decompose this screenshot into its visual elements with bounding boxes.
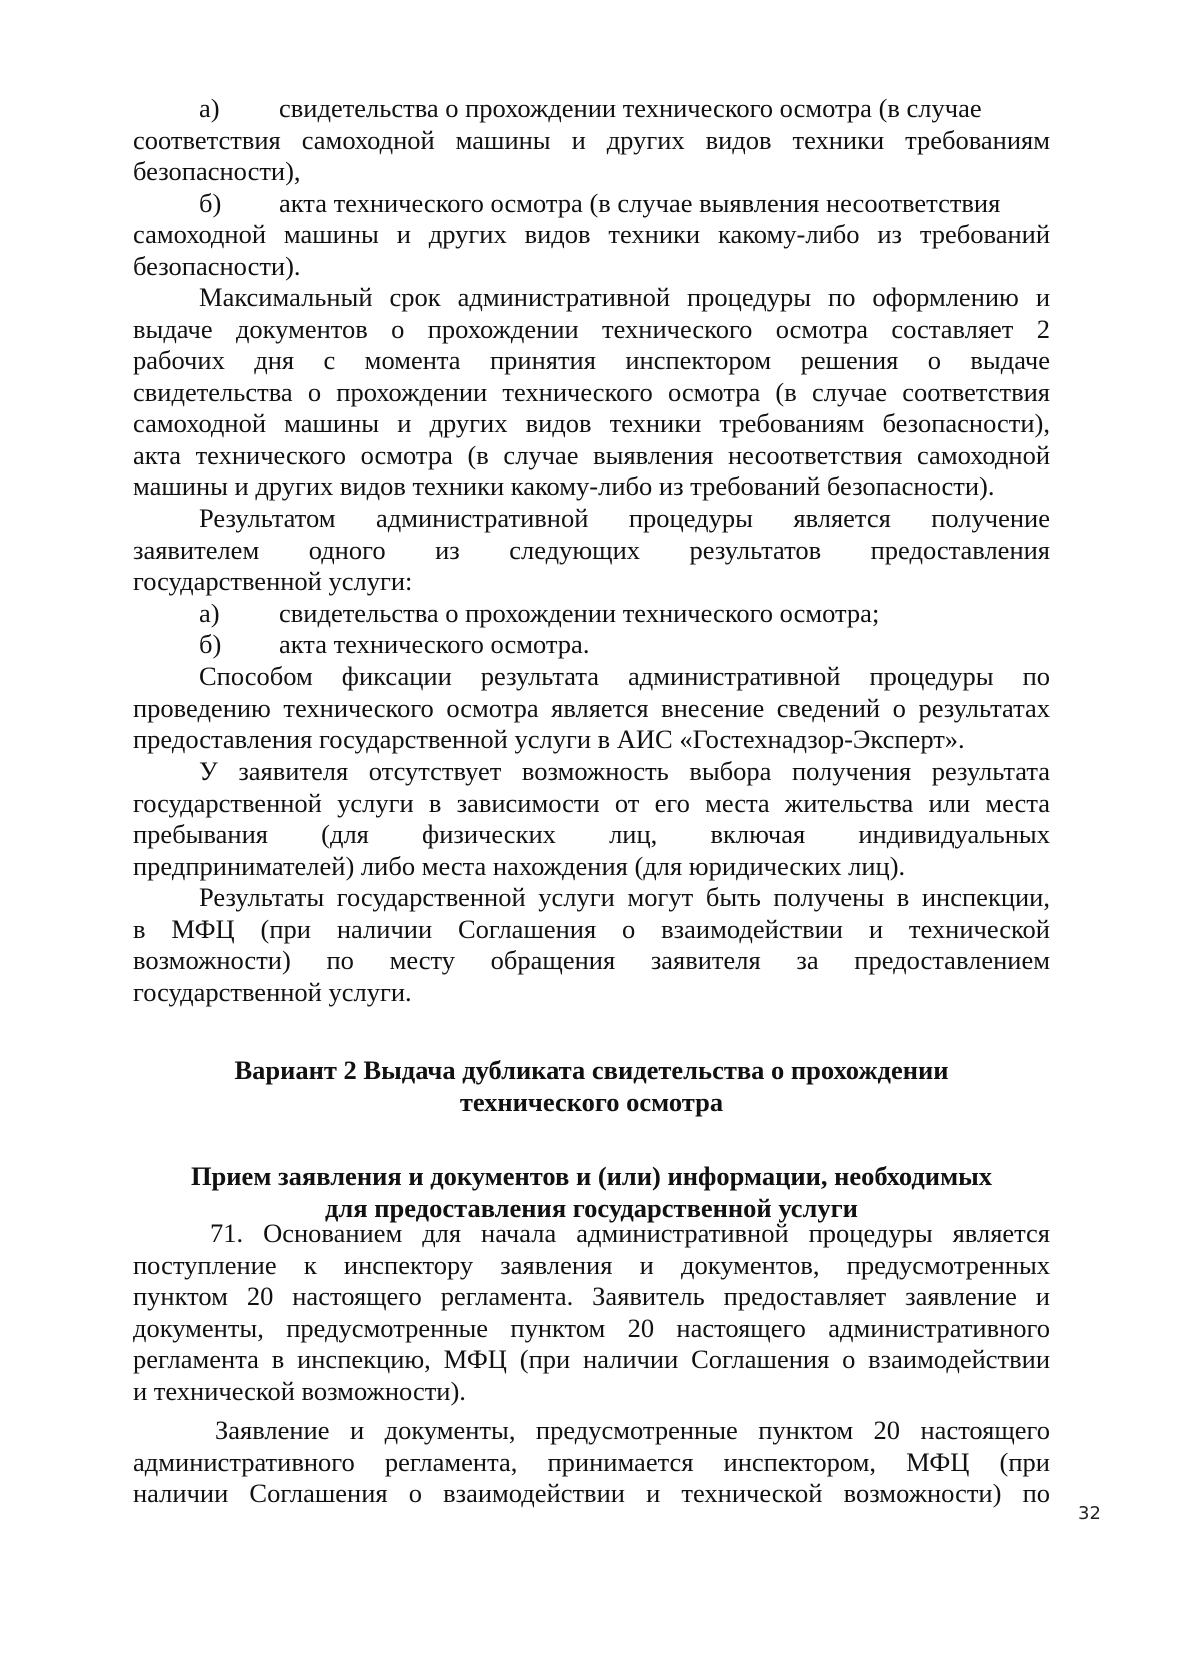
- text-line: рабочих дня с момента принятия инспектором решения о выдаче: [133, 345, 1050, 375]
- text-line: и технической возможности).: [133, 1375, 466, 1406]
- text-line: возможности) по месту обращения заявителя за предоставлением: [133, 945, 1050, 975]
- text-line: безопасности).: [133, 250, 301, 281]
- text-line: в МФЦ (при наличии Соглашения о взаимодействии и технической: [133, 913, 1050, 944]
- list-item-b: [133, 188, 1050, 220]
- list-text: акта технического осмотра (в случае выявления несоответствия: [279, 187, 1001, 218]
- text-line: машины и других видов техники какому-либо из требований безопасности).: [133, 471, 995, 501]
- section-heading-variant-2: [133, 1055, 1050, 1118]
- text-line: самоходной машины и других видов техники какому-либо из требований: [133, 219, 1050, 249]
- heading-line: технического осмотра: [459, 1086, 724, 1117]
- text-line: проведению технического осмотра является внесение сведений о результатах: [133, 692, 1050, 723]
- heading-line: Прием заявления и документов и (или) информации, необходимых: [190, 1161, 993, 1191]
- list-marker-a: а): [199, 93, 220, 123]
- text-line: Способом фиксации результата административной процедуры по: [199, 661, 1050, 691]
- heading-line: Вариант 2 Выдача дубликата свидетельства о прохождении: [234, 1055, 949, 1085]
- paragraph-result: [133, 503, 1050, 661]
- paragraph-choice: [133, 756, 1050, 882]
- text-line: государственной услуги в зависимости от его места жительства или места: [133, 787, 1050, 818]
- text-line: пребывания (для физических лиц, включая индивидуальных: [133, 819, 1050, 849]
- list-text: свидетельства о прохождении технического осмотра;: [279, 597, 880, 628]
- paragraph-71: [133, 1218, 1050, 1407]
- text-line: пунктом 20 настоящего регламента. Заявитель предоставляет заявление и: [133, 1281, 1050, 1311]
- text-line: Результаты государственной услуги могут быть получены в инспекции,: [199, 882, 1050, 912]
- list-item-a: [133, 93, 1050, 125]
- text-line: заявителем одного из следующих результатов предоставления: [133, 534, 1050, 565]
- list-marker-a: а): [199, 597, 220, 628]
- text-line: Заявление и документы, предусмотренные пунктом 20 настоящего: [215, 1415, 1050, 1445]
- text-line: поступление к инспектору заявления и документов, предусмотренных: [133, 1249, 1050, 1280]
- list-text: свидетельства о прохождении технического осмотра (в случае: [279, 93, 982, 123]
- text-line: свидетельства о прохождении технического осмотра (в случае соответствия: [133, 376, 1050, 407]
- text-line: Результатом административной процедуры является получение: [199, 503, 1050, 533]
- page-number: 32: [1078, 1503, 1101, 1524]
- text-line: соответствия самоходной машины и других видов техники требованиям: [133, 124, 1050, 155]
- text-line: безопасности),: [133, 156, 301, 186]
- paragraph-obtain: [133, 882, 1050, 1008]
- text-line: регламента в инспекцию, МФЦ (при наличии Соглашения о взаимодействии: [133, 1344, 1050, 1374]
- text-line: самоходной машины и других видов техники требованиям безопасности),: [133, 408, 1050, 438]
- text-line: государственной услуги.: [133, 976, 412, 1007]
- text-line: документы, предусмотренные пунктом 20 настоящего административного: [133, 1312, 1050, 1343]
- text-line: Максимальный срок административной процедуры по оформлению и: [199, 282, 1050, 312]
- text-line: государственной услуги:: [133, 566, 413, 596]
- text-line: 71. Основанием для начала административной процедуры является: [210, 1218, 1050, 1248]
- list-certificate-or-act: [133, 93, 1050, 282]
- list-marker-b: б): [199, 629, 222, 659]
- section-heading-reception: [133, 1161, 1050, 1224]
- paragraph-acceptance: [133, 1415, 1050, 1510]
- heading-line: для предоставления государственной услуги: [325, 1192, 858, 1223]
- text-line: выдаче документов о прохождении технического осмотра составляет 2: [133, 313, 1050, 344]
- list-text: акта технического осмотра.: [279, 629, 590, 659]
- text-line: предпринимателей) либо места нахождения (для юридических лиц).: [133, 850, 906, 881]
- text-line: административного регламента, принимается инспектором, МФЦ (при: [133, 1446, 1050, 1477]
- text-line: наличии Соглашения о взаимодействии и технической возможности) по: [133, 1478, 1050, 1508]
- text-line: акта технического осмотра (в случае выявления несоответствия самоходной: [133, 439, 1050, 470]
- text-line: предоставления государственной услуги в АИС «Гостехнадзор-Эксперт».: [133, 724, 965, 754]
- text-line: У заявителя отсутствует возможность выбора получения результата: [199, 756, 1050, 786]
- result-item-b: [133, 629, 1050, 661]
- result-item-a: [133, 598, 1050, 630]
- paragraph-fixation: [133, 661, 1050, 756]
- list-marker-b: б): [199, 187, 222, 218]
- paragraph-max-term: [133, 282, 1050, 503]
